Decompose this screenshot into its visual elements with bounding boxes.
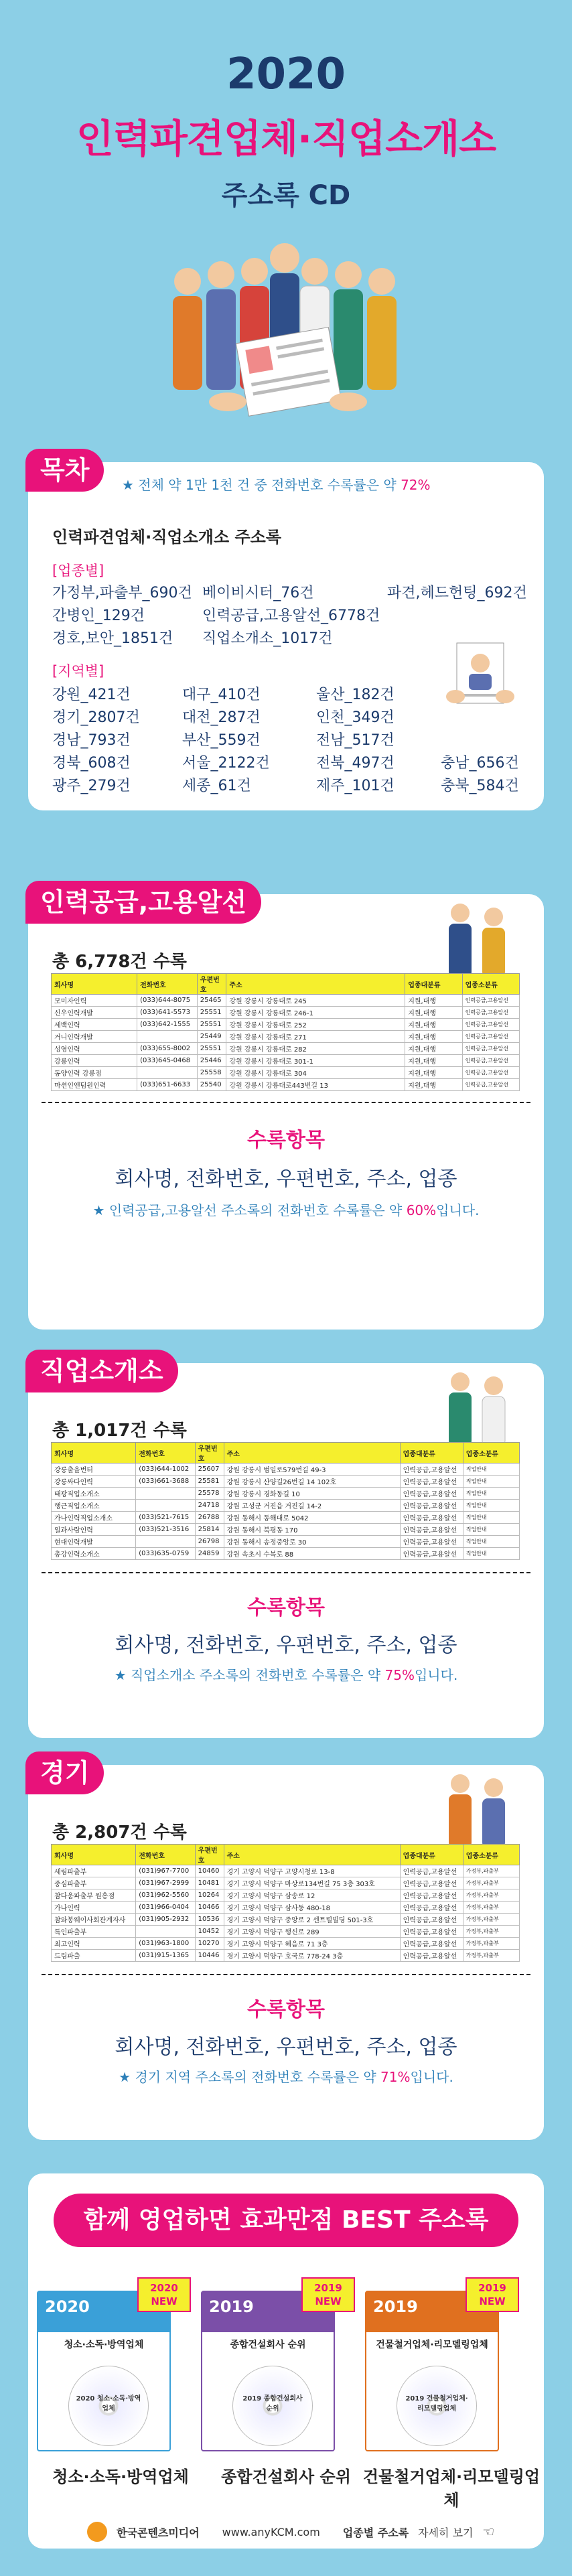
rec-title: 수록항목 bbox=[247, 1129, 325, 1152]
column-header: 주소 bbox=[224, 1845, 400, 1865]
table-cell bbox=[137, 1031, 198, 1043]
book-title: 청소·소독·방역업체 bbox=[64, 2340, 144, 2350]
column-header: 회사명 bbox=[52, 974, 137, 995]
product-label[interactable]: 종합건설회사 순위 bbox=[221, 2467, 351, 2486]
table-cell: 26798 bbox=[195, 1536, 224, 1548]
table-cell: (033)661-3688 bbox=[136, 1476, 195, 1488]
table-cell: 경기 고양시 덕양구 삼송로 12 bbox=[224, 1889, 400, 1902]
brand-name: 한국콘텐츠미디어 bbox=[117, 2526, 200, 2539]
table-cell: 인력공급,고용알선 bbox=[462, 1079, 519, 1091]
table-cell: 강릉인력 bbox=[52, 1055, 137, 1067]
table-cell: 경기 고양시 덕양구 삼사동 480-18 bbox=[224, 1902, 400, 1914]
table-cell: (031)915-1365 bbox=[136, 1950, 195, 1962]
table-cell: (031)905-2932 bbox=[136, 1914, 195, 1926]
table-cell: 태광직업소개소 bbox=[52, 1488, 136, 1500]
table-cell: 강원 강릉시 강릉대로443번길 13 bbox=[226, 1079, 405, 1091]
new-badge: 2019 NEW bbox=[301, 2277, 355, 2312]
table-cell: 가정부,파출부 bbox=[463, 1926, 519, 1938]
table-cell: 10466 bbox=[195, 1902, 224, 1914]
table-cell: 인력공급,고용알선 bbox=[400, 1938, 463, 1950]
table-cell: (033)521-3516 bbox=[136, 1524, 195, 1536]
hero bbox=[0, 0, 572, 429]
table-cell: 가정부,파출부 bbox=[463, 1902, 519, 1914]
table-cell: 인력공급,고용알선 bbox=[462, 1019, 519, 1031]
table-row bbox=[52, 1476, 520, 1488]
table-cell bbox=[137, 1067, 198, 1079]
table-cell: 강원 강릉시 강릉대로 271 bbox=[226, 1031, 405, 1043]
toc-region-item: 울산_182건 bbox=[316, 687, 395, 703]
book-cover bbox=[37, 2291, 171, 2451]
toc-region-item: 경북_608건 bbox=[52, 755, 131, 772]
table-cell: 강원 강릉시 강릉대로 304 bbox=[226, 1067, 405, 1079]
toc-industry-item: 파견,헤드헌팅_692건 bbox=[387, 585, 527, 601]
column-header: 회사명 bbox=[52, 1443, 136, 1463]
data-table bbox=[51, 973, 520, 1091]
table-cell: 지원,대행 bbox=[405, 1067, 462, 1079]
table-cell: 일과사람인력 bbox=[52, 1524, 136, 1536]
table-row bbox=[52, 1512, 520, 1524]
table-cell: 현대인력개발 bbox=[52, 1536, 136, 1548]
column-header: 주소 bbox=[224, 1443, 400, 1463]
directory-link[interactable]: 업종별 주소록 bbox=[342, 2526, 409, 2539]
table-cell: 지원,대행 bbox=[405, 995, 462, 1007]
table-cell: 인력공급,고용알선 bbox=[400, 1914, 463, 1926]
table-cell: 지원,대행 bbox=[405, 1055, 462, 1067]
table-row bbox=[52, 1548, 520, 1560]
book-cover bbox=[365, 2291, 499, 2451]
column-header: 업종대분류 bbox=[405, 974, 462, 995]
table-cell: 강원 강릉시 강릉대로 301-1 bbox=[226, 1055, 405, 1067]
rec-title: 수록항목 bbox=[247, 1596, 325, 1620]
table-cell: (033)651-6633 bbox=[137, 1079, 198, 1091]
book-cover bbox=[201, 2291, 335, 2451]
table-cell: (033)521-7615 bbox=[136, 1512, 195, 1524]
toc-region-item: 광주_279건 bbox=[52, 778, 131, 794]
cd-title: 2020 청소·소독·방역업체 bbox=[76, 2395, 141, 2413]
column-header: 업종대분류 bbox=[400, 1443, 463, 1463]
table-cell: 가정부,파출부 bbox=[463, 1938, 519, 1950]
section-agency-count: 총 1,017건 수록 bbox=[52, 1421, 187, 1441]
table-cell: 지원,대행 bbox=[405, 1079, 462, 1091]
table-cell: 경기 고양시 덕양구 행신로 289 bbox=[224, 1926, 400, 1938]
section-agency-tag: 직업소개소 bbox=[25, 1350, 178, 1392]
table-cell: 인력공급,고용알선 bbox=[400, 1463, 463, 1476]
table-cell: 10460 bbox=[195, 1865, 224, 1877]
document-illustration bbox=[443, 636, 517, 717]
toc-region-item: 부산_559건 bbox=[182, 732, 261, 749]
table-cell: 모미자인력 bbox=[52, 995, 137, 1007]
column-header: 업종소분류 bbox=[463, 1443, 519, 1463]
table-cell: (033)641-5573 bbox=[137, 1007, 198, 1019]
table-row bbox=[52, 1043, 520, 1055]
table-cell: 인력공급,고용알선 bbox=[400, 1902, 463, 1914]
table-cell: 25449 bbox=[197, 1031, 226, 1043]
table-row bbox=[52, 1463, 520, 1476]
table-cell: 강릉싸다인력 bbox=[52, 1476, 136, 1488]
table-cell: 강원 강릉시 강릉대로 282 bbox=[226, 1043, 405, 1055]
table-cell: 강원 속초시 수복로 88 bbox=[224, 1548, 400, 1560]
column-header: 우편번호 bbox=[195, 1845, 224, 1865]
table-cell: 25465 bbox=[197, 995, 226, 1007]
table-cell: 세백인력 bbox=[52, 1019, 137, 1031]
toc-region-item: 인천_349건 bbox=[316, 709, 395, 726]
table-cell: 강원 동해시 북평동 170 bbox=[224, 1524, 400, 1536]
toc-card bbox=[28, 455, 544, 810]
column-header: 전화번호 bbox=[137, 974, 198, 995]
table-cell: 25578 bbox=[195, 1488, 224, 1500]
data-table bbox=[51, 1442, 520, 1560]
column-header: 주소 bbox=[226, 974, 405, 995]
book-year: 2019 bbox=[209, 2297, 254, 2316]
toc-region-item: 제주_101건 bbox=[316, 778, 395, 794]
table-row bbox=[52, 1902, 520, 1914]
table-cell: 가나인력 bbox=[52, 1902, 136, 1914]
table-cell: 강원 강릉시 경화동길 10 bbox=[224, 1488, 400, 1500]
table-cell: 인력공급,고용알선 bbox=[400, 1536, 463, 1548]
toc-region-item: 경남_793건 bbox=[52, 732, 131, 749]
toc-heading: 인력파견업체·직업소개소 주소록 bbox=[52, 528, 282, 547]
table-cell: 25581 bbox=[195, 1476, 224, 1488]
table-cell: 특인파출부 bbox=[52, 1926, 136, 1938]
divider bbox=[42, 1572, 530, 1573]
table-cell: 인력공급,고용알선 bbox=[462, 1043, 519, 1055]
table-cell: 경기 고양시 덕양구 호국로 778-24 3층 bbox=[224, 1950, 400, 1962]
table-cell: 거니인력개발 bbox=[52, 1031, 137, 1043]
table-cell: 인력공급,고용알선 bbox=[400, 1512, 463, 1524]
book-title: 종합건설회사 순위 bbox=[230, 2340, 306, 2350]
table-cell: 지원,대행 bbox=[405, 1043, 462, 1055]
workers-icon bbox=[430, 1768, 524, 1855]
table-cell: 25551 bbox=[197, 1043, 226, 1055]
table-cell: 강릉출을번터 bbox=[52, 1463, 136, 1476]
product-label[interactable]: 건물철거업체·리모델링업체 bbox=[362, 2467, 541, 2510]
table-cell: 직업안내 bbox=[463, 1524, 519, 1536]
table-cell: 인력공급,고용알선 bbox=[462, 1055, 519, 1067]
product-label[interactable]: 청소·소독·방역업체 bbox=[52, 2467, 189, 2486]
section-gyeonggi-card bbox=[28, 1758, 544, 2140]
table-cell: (033)644-8075 bbox=[137, 995, 198, 1007]
table-cell: 인력공급,고용알선 bbox=[400, 1524, 463, 1536]
table-cell: 지원,대행 bbox=[405, 1019, 462, 1031]
rec-note: ★ 인력공급,고용알선 주소록의 전화번호 수록률은 약 60%입니다. bbox=[92, 1202, 480, 1218]
table-cell: (031)963-1800 bbox=[136, 1938, 195, 1950]
new-badge: 2019 NEW bbox=[466, 2277, 519, 2312]
table-cell: 경기 고양시 덕양구 고양시청로 13-8 bbox=[224, 1865, 400, 1877]
table-cell: 10264 bbox=[195, 1889, 224, 1902]
table-cell: (031)967-2999 bbox=[136, 1877, 195, 1889]
table-cell: (033)642-1555 bbox=[137, 1019, 198, 1031]
toc-region-item: 대구_410건 bbox=[182, 687, 261, 703]
table-cell: 지원,대행 bbox=[405, 1031, 462, 1043]
rec-note: ★ 직업소개소 주소록의 전화번호 수록률은 약 75%입니다. bbox=[114, 1667, 458, 1683]
section-gyeonggi-count: 총 2,807건 수록 bbox=[52, 1822, 187, 1843]
table-header-row bbox=[52, 1443, 520, 1463]
new-badge: 2020 NEW bbox=[137, 2277, 191, 2312]
table-cell: 25607 bbox=[195, 1463, 224, 1476]
table-cell: 10536 bbox=[195, 1914, 224, 1926]
table-cell: 강원 동해시 동해대로 5042 bbox=[224, 1512, 400, 1524]
table-cell: 인력공급,고용알선 bbox=[400, 1889, 463, 1902]
table-row bbox=[52, 1019, 520, 1031]
toc-industry-item: 가정부,파출부_690건 bbox=[52, 585, 192, 601]
table-cell bbox=[136, 1500, 195, 1512]
table-cell: 25551 bbox=[197, 1019, 226, 1031]
rec-items: 회사명, 전화번호, 우편번호, 주소, 업종 bbox=[115, 1167, 457, 1191]
table-cell: (033)644-1002 bbox=[136, 1463, 195, 1476]
table-row bbox=[52, 1067, 520, 1079]
section-supply-tag: 인력공급,고용알선 bbox=[25, 881, 261, 924]
table-cell: 인력공급,고용알선 bbox=[462, 1007, 519, 1019]
table-cell: 세림파출부 bbox=[52, 1865, 136, 1877]
table-cell: (031)966-0404 bbox=[136, 1902, 195, 1914]
toc-region-item: 충북_584건 bbox=[441, 778, 519, 794]
toc-note: ★ 전체 약 1만 1천 건 중 전화번호 수록률은 약 72% bbox=[122, 477, 431, 493]
table-cell: 25540 bbox=[197, 1079, 226, 1091]
toc-region-label: [지역별] bbox=[52, 663, 104, 679]
table-row bbox=[52, 995, 520, 1007]
toc-industry-item: 인력공급,고용알선_6778건 bbox=[202, 607, 380, 624]
site-url[interactable]: www.anyKCM.com bbox=[222, 2525, 320, 2538]
section-supply-card bbox=[28, 887, 544, 1330]
table-cell: 인력공급,고용알선 bbox=[400, 1488, 463, 1500]
table-cell: 인력공급,고용알선 bbox=[400, 1476, 463, 1488]
column-header: 업종대분류 bbox=[400, 1845, 463, 1865]
table-cell: 25446 bbox=[197, 1055, 226, 1067]
table-cell: 최고인력 bbox=[52, 1938, 136, 1950]
table-row bbox=[52, 1865, 520, 1877]
table-cell: 경기 고양시 덕양구 마상로134번길 75 3층 303호 bbox=[224, 1877, 400, 1889]
rec-items: 회사명, 전화번호, 우편번호, 주소, 업종 bbox=[115, 2035, 457, 2059]
table-cell: (031)967-7700 bbox=[136, 1865, 195, 1877]
column-header: 우편번호 bbox=[197, 974, 226, 995]
table-row bbox=[52, 1938, 520, 1950]
product-book-1[interactable] bbox=[37, 2277, 198, 2458]
table-cell: 10270 bbox=[195, 1938, 224, 1950]
table-header-row bbox=[52, 1845, 520, 1865]
table-row bbox=[52, 1950, 520, 1962]
cd-title: 2019 종합건설회사 순위 bbox=[242, 2395, 303, 2413]
table-cell: 직업안내 bbox=[463, 1512, 519, 1524]
table-cell: 행근직업소개소 bbox=[52, 1500, 136, 1512]
toc-region-item: 경기_2807건 bbox=[52, 709, 140, 726]
book-year: 2020 bbox=[45, 2297, 90, 2316]
table-cell bbox=[136, 1488, 195, 1500]
hero-subtitle: 주소록 CD bbox=[221, 180, 351, 211]
table-cell: 10481 bbox=[195, 1877, 224, 1889]
divider bbox=[42, 1974, 530, 1975]
table-cell: 중심파출부 bbox=[52, 1877, 136, 1889]
table-cell: 동양인력 강릉점 bbox=[52, 1067, 137, 1079]
toc-industry-label: [업종별] bbox=[52, 563, 104, 579]
table-cell: 참다움파출부 원흥점 bbox=[52, 1889, 136, 1902]
table-cell: 가정부,파출부 bbox=[463, 1877, 519, 1889]
product-book-3[interactable] bbox=[365, 2277, 526, 2458]
table-cell: 가정부,파출부 bbox=[463, 1914, 519, 1926]
workers-icon bbox=[430, 897, 524, 984]
table-row bbox=[52, 1877, 520, 1889]
section-supply-count: 총 6,778건 수록 bbox=[52, 952, 187, 972]
toc-region-item: 강원_421건 bbox=[52, 687, 131, 703]
toc-region-item: 전북_497건 bbox=[316, 755, 395, 772]
cd-title: 2019 건물철거업체·리모델링업체 bbox=[405, 2395, 468, 2413]
brand-logo-icon bbox=[87, 2522, 107, 2542]
table-cell: 인력공급,고용알선 bbox=[400, 1877, 463, 1889]
column-header: 전화번호 bbox=[136, 1443, 195, 1463]
table-cell: 총강인력소개소 bbox=[52, 1548, 136, 1560]
table-cell: 직업안내 bbox=[463, 1488, 519, 1500]
table-cell: 25814 bbox=[195, 1524, 224, 1536]
table-cell: 25558 bbox=[197, 1067, 226, 1079]
table-cell: 가정부,파출부 bbox=[463, 1889, 519, 1902]
workers-illustration bbox=[0, 234, 572, 435]
column-header: 업종소분류 bbox=[463, 1845, 519, 1865]
pointer-hand-icon: ☜ bbox=[482, 2524, 495, 2540]
table-cell: 강원 강릉시 범일로579번길 49-3 bbox=[224, 1463, 400, 1476]
column-header: 회사명 bbox=[52, 1845, 136, 1865]
book-title: 건물철거업체·리모델링업체 bbox=[376, 2340, 488, 2350]
rec-note: ★ 경기 지역 주소록의 전화번호 수록률은 약 71%입니다. bbox=[119, 2069, 453, 2085]
table-cell: 25551 bbox=[197, 1007, 226, 1019]
table-cell: 신우인력개발 bbox=[52, 1007, 137, 1019]
table-cell: 가나인력직업소개소 bbox=[52, 1512, 136, 1524]
column-header: 우편번호 bbox=[195, 1443, 224, 1463]
footer bbox=[87, 2517, 494, 2547]
table-row bbox=[52, 1055, 520, 1067]
toc-region-item: 전남_517건 bbox=[316, 732, 395, 749]
table-cell: 강원 강릉시 강릉대로 245 bbox=[226, 995, 405, 1007]
table-cell: 직업안내 bbox=[463, 1548, 519, 1560]
table-cell: 직업안내 bbox=[463, 1463, 519, 1476]
table-cell: 24718 bbox=[195, 1500, 224, 1512]
table-row bbox=[52, 1500, 520, 1512]
table-row bbox=[52, 1031, 520, 1043]
section-gyeonggi-tag: 경기 bbox=[25, 1751, 104, 1794]
table-row bbox=[52, 1536, 520, 1548]
book-year: 2019 bbox=[373, 2297, 418, 2316]
table-cell: (033)655-8002 bbox=[137, 1043, 198, 1055]
table-cell: 지원,대행 bbox=[405, 1007, 462, 1019]
table-cell: (031)962-5560 bbox=[136, 1889, 195, 1902]
table-cell: 인력공급,고용알선 bbox=[462, 1067, 519, 1079]
table-cell: 가정부,파출부 bbox=[463, 1950, 519, 1962]
table-cell: 강원 고성군 거진읍 거진길 14-2 bbox=[224, 1500, 400, 1512]
table-cell: 마션인앤텀원인력 bbox=[52, 1079, 137, 1091]
table-row bbox=[52, 1926, 520, 1938]
best-banner: 함께 영업하면 효과만점 BEST 주소록 bbox=[54, 2194, 518, 2247]
rec-items: 회사명, 전화번호, 우편번호, 주소, 업종 bbox=[115, 1634, 457, 1657]
table-row bbox=[52, 1914, 520, 1926]
product-book-2[interactable] bbox=[201, 2277, 362, 2458]
more-link[interactable]: 자세히 보기 bbox=[418, 2526, 474, 2539]
table-cell: 직업안내 bbox=[463, 1476, 519, 1488]
toc-region-item: 대전_287건 bbox=[182, 709, 261, 726]
table-row bbox=[52, 1524, 520, 1536]
table-cell bbox=[136, 1536, 195, 1548]
table-cell: 성영인력 bbox=[52, 1043, 137, 1055]
table-cell: 강원 동해시 송정중앙로 30 bbox=[224, 1536, 400, 1548]
table-cell: 인력공급,고용알선 bbox=[400, 1865, 463, 1877]
section-agency-card bbox=[28, 1356, 544, 1738]
table-cell: 강원 강릉시 강릉대로 246-1 bbox=[226, 1007, 405, 1019]
table-cell: 경기 고양시 덕양구 혜음로 71 3층 bbox=[224, 1938, 400, 1950]
table-cell: 인력공급,고용알선 bbox=[400, 1950, 463, 1962]
table-cell: 인력공급,고용알선 bbox=[400, 1500, 463, 1512]
table-cell bbox=[136, 1926, 195, 1938]
table-cell: 인력공급,고용알선 bbox=[400, 1926, 463, 1938]
table-cell: 인력공급,고용알선 bbox=[462, 1031, 519, 1043]
table-cell: (033)635-0759 bbox=[136, 1548, 195, 1560]
table-cell: 강원 강릉시 산양길26번길 14 102호 bbox=[224, 1476, 400, 1488]
column-header: 전화번호 bbox=[136, 1845, 195, 1865]
table-cell: 10452 bbox=[195, 1926, 224, 1938]
table-cell: 직업안내 bbox=[463, 1500, 519, 1512]
data-table bbox=[51, 1844, 520, 1962]
table-row bbox=[52, 1488, 520, 1500]
table-cell: 참와봉웨이사회관계자사 bbox=[52, 1914, 136, 1926]
divider bbox=[42, 1102, 530, 1103]
toc-region-item: 세종_61건 bbox=[182, 778, 251, 794]
table-cell: 26788 bbox=[195, 1512, 224, 1524]
table-cell: 24859 bbox=[195, 1548, 224, 1560]
toc-region-item: 충남_656건 bbox=[441, 755, 519, 772]
column-header: 업종소분류 bbox=[462, 974, 519, 995]
toc-industry-item: 베이비시터_76건 bbox=[202, 585, 314, 601]
table-cell: (033)645-0468 bbox=[137, 1055, 198, 1067]
table-cell: 경기 고양시 덕양구 중앙로 2 센트럴빌딩 501-3호 bbox=[224, 1914, 400, 1926]
hero-year: 2020 bbox=[226, 50, 346, 99]
hero-title: 인력파견업체·직업소개소 bbox=[76, 116, 496, 161]
table-row bbox=[52, 1079, 520, 1091]
toc-industry-item: 경호,보안_1851건 bbox=[52, 630, 173, 647]
toc-industry-item: 직업소개소_1017건 bbox=[202, 630, 333, 647]
table-cell: 인력공급,고용알선 bbox=[400, 1548, 463, 1560]
toc-industry-item: 간병인_129건 bbox=[52, 607, 145, 624]
table-cell: 드림파출 bbox=[52, 1950, 136, 1962]
toc-tag: 목차 bbox=[25, 449, 104, 492]
table-header-row bbox=[52, 974, 520, 995]
rec-title: 수록항목 bbox=[247, 1998, 325, 2021]
table-cell: 가정부,파출부 bbox=[463, 1865, 519, 1877]
toc-region-item: 서울_2122건 bbox=[182, 755, 270, 772]
table-cell: 10446 bbox=[195, 1950, 224, 1962]
table-cell: 인력공급,고용알선 bbox=[462, 995, 519, 1007]
workers-icon bbox=[430, 1366, 524, 1453]
table-cell: 직업안내 bbox=[463, 1536, 519, 1548]
table-row bbox=[52, 1007, 520, 1019]
table-cell: 강원 강릉시 강릉대로 252 bbox=[226, 1019, 405, 1031]
table-row bbox=[52, 1889, 520, 1902]
